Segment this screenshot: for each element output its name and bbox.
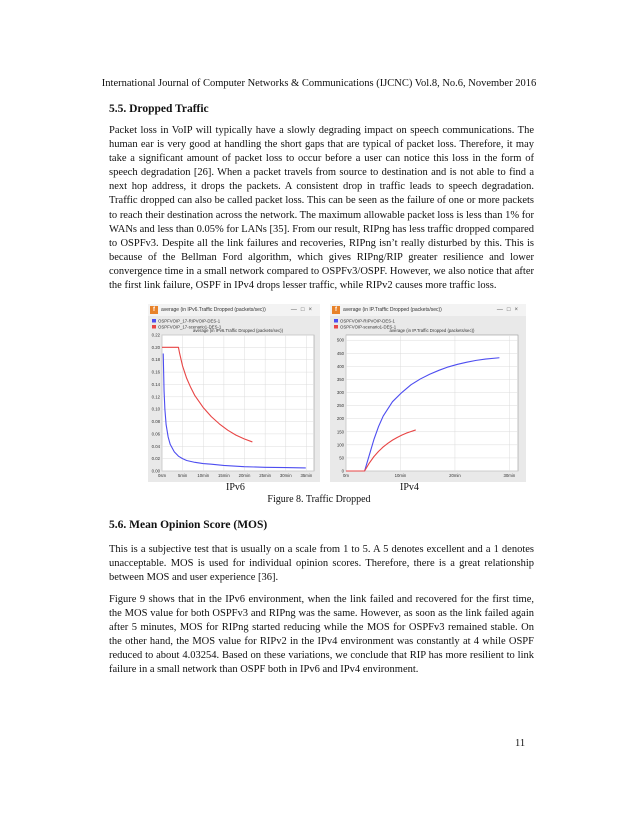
x-tick-label: 25min xyxy=(259,473,272,478)
plot-area xyxy=(346,335,518,471)
x-tick-label: 20min xyxy=(449,473,461,478)
figure-caption: Figure 8. Traffic Dropped xyxy=(267,494,371,505)
legend-swatch xyxy=(334,319,338,323)
app-logo-icon: f xyxy=(150,306,158,314)
y-tick-label: 0.22 xyxy=(151,332,160,338)
x-tick-label: 20min xyxy=(238,473,251,478)
x-tick-label: 35min xyxy=(300,473,313,478)
paragraph-mos-1: This is a subjective test that is usually on a scale from 1 to 5. A 5 denotes excellent and a 1 denotes unacceptable. MOS is used for individual opinion scores. Therefore, there is a great relationship between MOS and user experience [36]. xyxy=(109,544,534,584)
y-tick-label: 0.08 xyxy=(151,419,160,425)
window-controls[interactable]: —□× xyxy=(290,307,316,313)
chart-title: average (in IPv6.Traffic Dropped (packets/sec)) xyxy=(192,328,284,333)
journal-header: International Journal of Computer Networks & Communications (IJCNC) Vol.8, No.6, November 2016 xyxy=(101,78,537,89)
ipv4-traffic-dropped-chart xyxy=(330,304,526,482)
section-title-mos: 5.6. Mean Opinion Score (MOS) xyxy=(109,519,268,531)
x-tick-label: 10min xyxy=(394,473,407,478)
y-tick-label: 250 xyxy=(336,403,344,409)
y-tick-label: 100 xyxy=(336,442,344,448)
legend-swatch xyxy=(152,325,156,329)
legend-swatch xyxy=(152,319,156,323)
y-tick-label: 0.10 xyxy=(151,406,160,412)
y-tick-label: 0.02 xyxy=(151,456,160,462)
y-tick-label: 0.12 xyxy=(151,394,160,400)
y-tick-label: 0.06 xyxy=(151,431,160,437)
chart-plot-svg xyxy=(330,316,526,482)
plot-area xyxy=(162,335,314,471)
legend-label: OSPFVOIP-RIPVOIP-DES-1 xyxy=(340,318,395,324)
y-tick-label: 0.18 xyxy=(151,357,160,363)
ipv6-traffic-dropped-chart xyxy=(148,304,320,482)
y-tick-label: 200 xyxy=(336,416,344,422)
y-tick-label: 0 xyxy=(341,468,344,474)
legend-label: OSPFVOIP_17-RIPVOIP-DES-1 xyxy=(158,318,221,324)
y-tick-label: 0.04 xyxy=(151,443,160,449)
y-tick-label: 0.14 xyxy=(151,381,160,387)
y-tick-label: 50 xyxy=(339,455,344,461)
y-tick-label: 400 xyxy=(336,363,344,369)
legend-label: OSPFVOIP_17-scenario1-DES-1 xyxy=(158,324,222,330)
chart-title: average (in IP.Traffic Dropped (packets/sec)) xyxy=(389,328,475,333)
chart-plot-svg xyxy=(148,316,320,482)
figure-label-ipv6: IPv6 xyxy=(226,482,245,493)
figure-label-ipv4: IPv4 xyxy=(400,482,419,493)
y-tick-label: 450 xyxy=(336,350,344,356)
page-number: 11 xyxy=(515,738,526,749)
y-tick-label: 300 xyxy=(336,390,344,396)
x-tick-label: 5min xyxy=(177,473,188,478)
x-tick-label: 30min xyxy=(503,473,516,478)
y-tick-label: 0.20 xyxy=(151,344,160,350)
x-tick-label: 10min xyxy=(197,473,210,478)
legend-swatch xyxy=(334,325,338,329)
paragraph-dropped-traffic: Packet loss in VoIP will typically have a slowly degrading impact on speech communications. The human ear is very good at handling the short gaps that are typical of packet loss. Therefore, it may take a significant amount of packet loss to occur before a user can notice this loss in the form of speech degradation [26]. When a packet travels from source to destination and is not able to find a next hop address, it drops the packets. A consistent drop in traffic leads to speech degradation. Traffic dropped can also be called packet loss. This can be seen as the failure of one or more packets to reach their destination across the network. The maximum allowable packet loss is less than 1% for WANs and less than 0.05% for LANs [35]. From our result, RIPng has less traffic dropped compared to OSPFv3. Despite all the link failures and recoveries, RIPng isn’t really disturbed by this. This is because of the Bellman Ford algorithm, which gives RIPng/RIP greater resilience and lower convergence time in a small network compared to OSPFv3/OSPF. However, we also notice that after the first link failure, OSPF in IPv4 drops lesser traffic, while RIPv2 causes more traffic loss. xyxy=(109,125,534,292)
section-title-dropped-traffic: 5.5. Dropped Traffic xyxy=(109,103,209,115)
chart-window-title: average (in IP.Traffic Dropped (packets/sec)) xyxy=(343,307,442,313)
x-tick-label: 15min xyxy=(218,473,230,478)
app-logo-icon: f xyxy=(332,306,340,314)
paragraph-mos-2: Figure 9 shows that in the IPv6 environment, when the link failed and recovered for the first time, the MOS value for both OSPFv3 and RIPng was the same. However, as soon as the link failed again after 5 minutes, MOS for RIPng started reducing while the MOS for OSPFv3 remained stable. On the other hand, the MOS value for RIPv2 in the IPv4 environment was constantly at 4 while OSPF reduced to about 4.03254. Based on these variations, we conclude that RIP has more resilient to link failure in a small network than OSPF both in IPv6 and IPv4 environment. xyxy=(109,594,534,676)
y-tick-label: 150 xyxy=(336,429,344,435)
chart-window-title: average (in IPv6.Traffic Dropped (packets/sec)) xyxy=(161,307,266,313)
window-controls[interactable]: —□× xyxy=(496,307,522,313)
x-tick-label: 30min xyxy=(279,473,292,478)
x-tick-label: 0sm xyxy=(157,473,167,478)
y-tick-label: 500 xyxy=(336,337,344,343)
y-tick-label: 0.16 xyxy=(151,369,160,375)
x-tick-label: 0m xyxy=(343,473,349,478)
legend-label: OSPFVOIP-scenario1-DES-1 xyxy=(340,324,397,330)
y-tick-label: 350 xyxy=(336,376,344,382)
y-tick-label: 0.00 xyxy=(151,468,160,474)
